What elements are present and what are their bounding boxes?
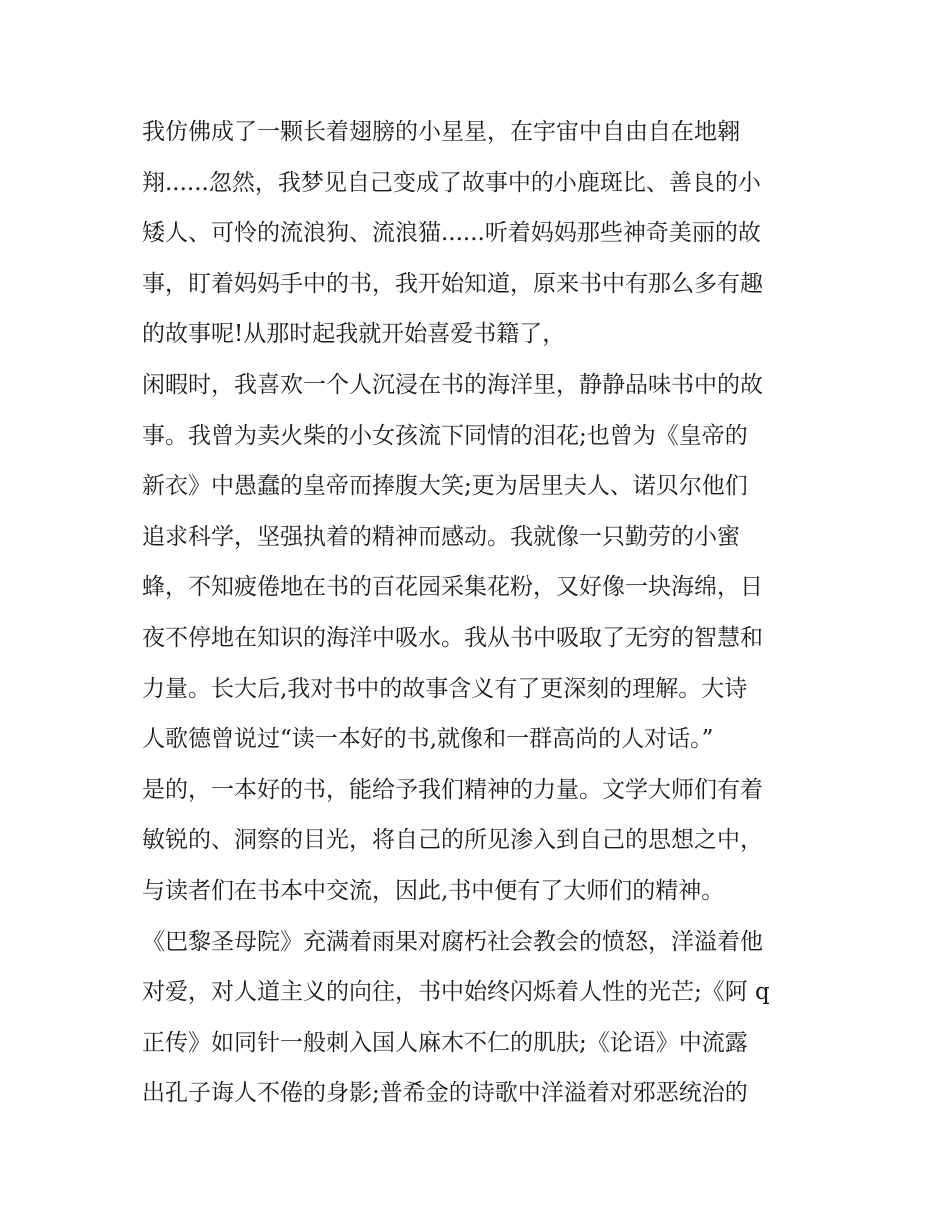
text-line: 是的，一本好的书，能给予我们精神的力量。文学大师们有着 bbox=[142, 776, 763, 803]
text-line: 力量。长大后,我对书中的故事含义有了更深刻的理解。大诗 bbox=[142, 675, 748, 702]
text-line: 追求科学，坚强执着的精神而感动。我就像一只勤劳的小蜜 bbox=[142, 523, 740, 550]
text-line: 翔......忽然，我梦见自己变成了故事中的小鹿斑比、善良的小 bbox=[142, 169, 761, 196]
text-line: 出孔子诲人不倦的身影;普希金的诗歌中洋溢着对邪恶统治的 bbox=[142, 1080, 748, 1107]
text-line: 事，盯着妈妈手中的书，我开始知道，原来书中有那么多有趣 bbox=[142, 270, 763, 297]
text-line: 敏锐的、洞察的目光，将自己的所见渗入到自己的思想之中， bbox=[142, 827, 763, 854]
text-line: 人歌德曾说过“读一本好的书,就像和一群高尚的人对话。” bbox=[142, 726, 714, 753]
text-line: 事。我曾为卖火柴的小女孩流下同情的泪花;也曾为《皇帝的 bbox=[142, 422, 748, 449]
text-line: 蜂，不知疲倦地在书的百花园采集花粉，又好像一块海绵，日 bbox=[142, 574, 763, 601]
text-line: 的故事呢!从那时起我就开始喜爱书籍了， bbox=[142, 321, 566, 348]
body-text bbox=[142, 107, 822, 1119]
text-line: 与读者们在书本中交流，因此,书中便有了大师们的精神。 bbox=[142, 877, 725, 904]
text-line: 《巴黎圣母院》充满着雨果对腐朽社会教会的愤怒，洋溢着他 bbox=[142, 928, 763, 955]
text-line: 矮人、可怜的流浪狗、流浪猫......听着妈妈那些神奇美丽的故 bbox=[142, 220, 761, 247]
text-line: 对爱，对人道主义的向往，书中始终闪烁着人性的光芒;《阿 q bbox=[142, 979, 770, 1006]
text-line: 正传》如同针一般刺入国人麻木不仁的肌肤;《论语》中流露 bbox=[142, 1029, 748, 1056]
text-line: 新衣》中愚蠢的皇帝而捧腹大笑;更为居里夫人、诺贝尔他们 bbox=[142, 473, 748, 500]
text-line: 夜不停地在知识的海洋中吸水。我从书中吸取了无穷的智慧和 bbox=[142, 624, 763, 651]
text-line: 我仿佛成了一颗长着翅膀的小星星，在宇宙中自由自在地翱 bbox=[142, 119, 740, 145]
text-line: 闲暇时，我喜欢一个人沉浸在书的海洋里，静静品味书中的故 bbox=[142, 371, 763, 398]
